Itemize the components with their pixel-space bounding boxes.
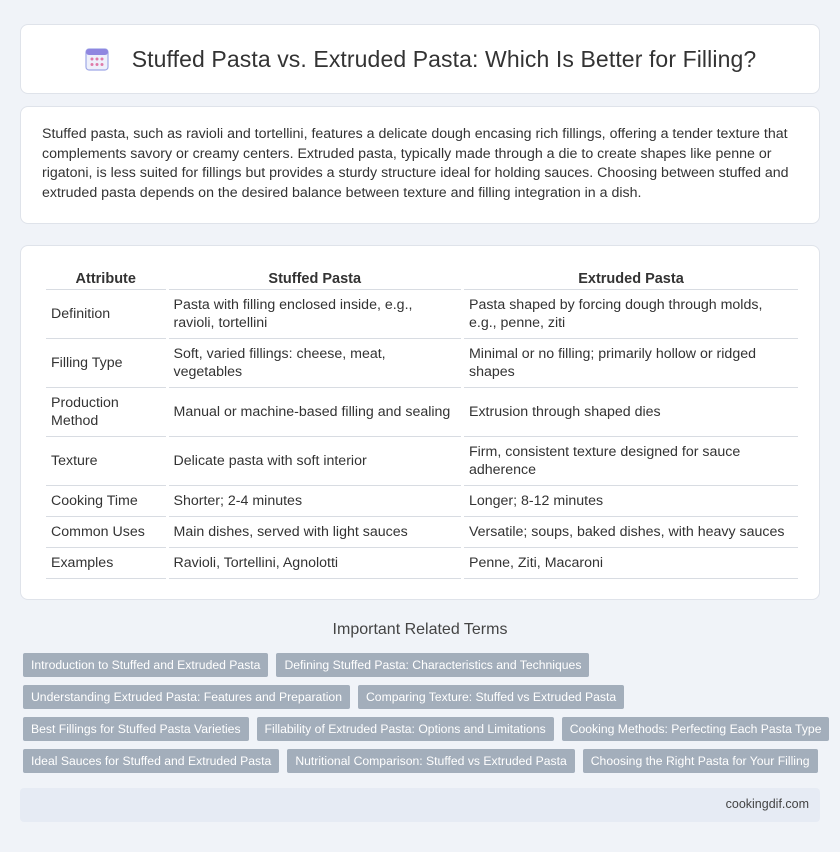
site-name[interactable]: cookingdif.com — [725, 797, 809, 811]
related-term-link[interactable]: Comparing Texture: Stuffed vs Extruded Pasta — [358, 685, 624, 709]
table-row — [46, 339, 798, 388]
cell-extruded: Firm, consistent texture designed for sauce adherence — [464, 437, 798, 486]
cell-stuffed: Delicate pasta with soft interior — [169, 437, 461, 486]
table-row — [46, 548, 798, 579]
tag-row — [23, 653, 823, 677]
comparison-card — [20, 245, 820, 600]
calendar-icon — [84, 46, 110, 72]
cell-extruded: Penne, Ziti, Macaroni — [464, 548, 798, 579]
header-stuffed-pasta: Stuffed Pasta — [169, 264, 461, 290]
related-term-link[interactable]: Ideal Sauces for Stuffed and Extruded Pasta — [23, 749, 279, 773]
table-row — [46, 437, 798, 486]
comparison-table — [43, 264, 801, 579]
tag-row — [23, 749, 823, 773]
cell-attribute: Examples — [46, 548, 166, 579]
related-term-link[interactable]: Best Fillings for Stuffed Pasta Varieties — [23, 717, 249, 741]
cell-stuffed: Soft, varied fillings: cheese, meat, vegetables — [169, 339, 461, 388]
page-title: Stuffed Pasta vs. Extruded Pasta: Which Is Better for Filling? — [131, 45, 757, 72]
related-term-link[interactable]: Nutritional Comparison: Stuffed vs Extruded Pasta — [287, 749, 574, 773]
cell-stuffed: Shorter; 2-4 minutes — [169, 486, 461, 517]
cell-stuffed: Manual or machine-based filling and sealing — [169, 388, 461, 437]
table-row — [46, 517, 798, 548]
cell-attribute: Filling Type — [46, 339, 166, 388]
intro-card — [20, 106, 820, 224]
related-term-link[interactable]: Choosing the Right Pasta for Your Filling — [583, 749, 818, 773]
tag-row — [23, 685, 823, 709]
cell-attribute: Common Uses — [46, 517, 166, 548]
related-term-link[interactable]: Introduction to Stuffed and Extruded Pasta — [23, 653, 268, 677]
cell-attribute: Definition — [46, 290, 166, 339]
related-terms-list — [23, 653, 823, 781]
cell-stuffed: Pasta with filling enclosed inside, e.g., ravioli, tortellini — [169, 290, 461, 339]
related-term-link[interactable]: Fillability of Extruded Pasta: Options and Limitations — [257, 717, 554, 741]
title-card — [20, 24, 820, 94]
intro-text: Stuffed pasta, such as ravioli and tortellini, features a delicate dough encasing rich fillings, offering a tender texture that complements savory or creamy centers. Extruded pasta, typically made through a die to create shapes like penne or rigatoni, is less suited for fillings but provides a sturdy structure ideal for holding sauces. Choosing between stuffed and extruded pasta depends on the desired balance between texture and filling integration in a dish. — [42, 126, 789, 201]
related-term-link[interactable]: Defining Stuffed Pasta: Characteristics and Techniques — [276, 653, 589, 677]
cell-stuffed: Main dishes, served with light sauces — [169, 517, 461, 548]
related-terms-heading: Important Related Terms — [332, 621, 508, 638]
table-row — [46, 486, 798, 517]
table-row — [46, 290, 798, 339]
cell-extruded: Versatile; soups, baked dishes, with heavy sauces — [464, 517, 798, 548]
cell-extruded: Extrusion through shaped dies — [464, 388, 798, 437]
cell-attribute: Texture — [46, 437, 166, 486]
cell-extruded: Pasta shaped by forcing dough through molds, e.g., penne, ziti — [464, 290, 798, 339]
cell-extruded: Longer; 8-12 minutes — [464, 486, 798, 517]
table-row — [46, 388, 798, 437]
cell-extruded: Minimal or no filling; primarily hollow or ridged shapes — [464, 339, 798, 388]
tag-row — [23, 717, 823, 741]
related-term-link[interactable]: Understanding Extruded Pasta: Features and Preparation — [23, 685, 350, 709]
header-extruded-pasta: Extruded Pasta — [464, 264, 798, 290]
cell-attribute: Production Method — [46, 388, 166, 437]
related-term-link[interactable]: Cooking Methods: Perfecting Each Pasta Type — [562, 717, 830, 741]
cell-stuffed: Ravioli, Tortellini, Agnolotti — [169, 548, 461, 579]
header-attribute: Attribute — [46, 264, 166, 290]
cell-attribute: Cooking Time — [46, 486, 166, 517]
footer — [20, 788, 820, 822]
